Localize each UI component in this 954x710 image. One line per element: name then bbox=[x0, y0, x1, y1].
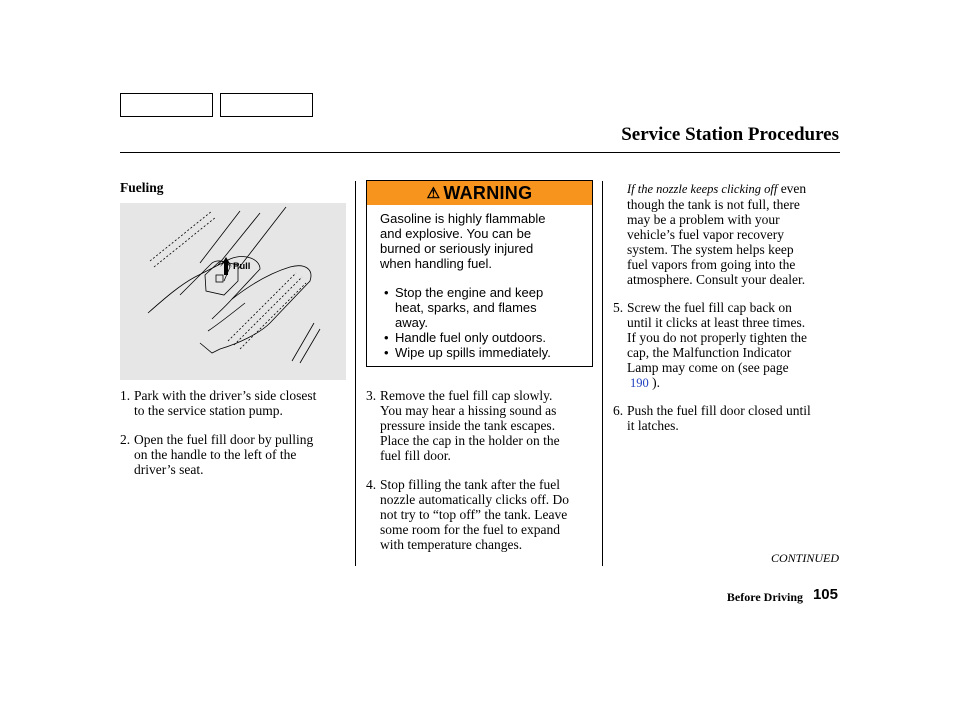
step-line: Lamp may come on (see page bbox=[627, 360, 789, 375]
step-line: Push the fuel fill door closed until bbox=[627, 403, 811, 418]
step-5-ref-close: ). bbox=[648, 375, 660, 390]
note-line: though the tank is not full, there bbox=[627, 197, 800, 212]
note-line: vehicle’s fuel vapor recovery bbox=[627, 227, 785, 242]
step-line: Open the fuel fill door by pulling bbox=[134, 432, 314, 447]
warning-title: WARNING bbox=[443, 182, 533, 203]
step-number: 1. bbox=[120, 388, 131, 403]
warning-line: burned or seriously injured bbox=[380, 241, 534, 256]
step-line: on the handle to the left of the bbox=[134, 447, 297, 462]
nozzle-note-lead: If the nozzle keeps clicking off bbox=[627, 182, 778, 196]
step-number: 5. bbox=[613, 300, 624, 315]
step-line: some room for the fuel to expand bbox=[380, 522, 560, 537]
warning-header bbox=[367, 181, 592, 205]
warning-bullet-line: heat, sparks, and flames bbox=[395, 300, 537, 315]
warning-line: and explosive. You can be bbox=[380, 226, 532, 241]
warning-line: Gasoline is highly flammable bbox=[380, 211, 546, 226]
illustration-label-pull: Pull bbox=[233, 261, 251, 272]
section-heading-fueling: Fueling bbox=[120, 180, 164, 195]
step-line: Place the cap in the holder on the bbox=[380, 433, 560, 448]
step-line: pressure inside the tank escapes. bbox=[380, 418, 556, 433]
warning-line: when handling fuel. bbox=[380, 256, 493, 271]
step-line: Remove the fuel fill cap slowly. bbox=[380, 388, 553, 403]
note-line: may be a problem with your bbox=[627, 212, 780, 227]
nozzle-note-first-rest: even bbox=[777, 181, 807, 196]
step-number: 6. bbox=[613, 403, 624, 418]
continued-label: CONTINUED bbox=[770, 551, 839, 565]
step-line: Stop filling the tank after the fuel bbox=[380, 477, 560, 492]
note-line: fuel vapors from going into the bbox=[627, 257, 796, 272]
page-190-link[interactable]: 190 bbox=[630, 376, 649, 390]
warning-triangle-icon: ⚠ bbox=[426, 185, 441, 202]
note-line: system. The system helps keep bbox=[627, 242, 794, 257]
column-divider-1 bbox=[355, 181, 356, 566]
warning-body bbox=[380, 211, 580, 271]
step-line: driver’s seat. bbox=[134, 462, 204, 477]
step-line: not try to “top off” the tank. Leave bbox=[380, 507, 568, 522]
step-number: 4. bbox=[366, 477, 377, 492]
nav-tab-2[interactable] bbox=[220, 93, 313, 117]
step-line: If you do not properly tighten the bbox=[627, 330, 807, 345]
step-line: Park with the driver’s side closest bbox=[134, 388, 317, 403]
footer-section-label: Before Driving bbox=[726, 590, 803, 604]
note-line: atmosphere. Consult your dealer. bbox=[627, 272, 806, 287]
step-line: nozzle automatically clicks off. Do bbox=[380, 492, 570, 507]
warning-box bbox=[366, 180, 593, 367]
header-rule bbox=[120, 152, 840, 153]
step-number: 2. bbox=[120, 432, 131, 447]
step-line: until it clicks at least three times. bbox=[627, 315, 806, 330]
warning-bullet-line: Handle fuel only outdoors. bbox=[395, 330, 547, 345]
step-line: it latches. bbox=[627, 418, 679, 433]
warning-bullet-list bbox=[384, 285, 584, 360]
column-divider-2 bbox=[602, 181, 603, 566]
warning-bullet-line: Wipe up spills immediately. bbox=[395, 345, 551, 360]
warning-bullet: • Handle fuel only outdoors. bbox=[384, 330, 584, 345]
nozzle-note bbox=[627, 181, 847, 287]
step-line: Screw the fuel fill cap back on bbox=[627, 300, 792, 315]
step-line: You may hear a hissing sound as bbox=[380, 403, 557, 418]
warning-bullet-line: away. bbox=[395, 315, 428, 330]
warning-bullet: • Stop the engine and keep heat, sparks, and flames away. bbox=[384, 285, 584, 330]
page-number: 105 bbox=[812, 586, 838, 603]
step-number: 3. bbox=[366, 388, 377, 403]
page-title: Service Station Procedures bbox=[621, 124, 839, 145]
fuel-door-drawing bbox=[120, 203, 346, 380]
step-line: cap, the Malfunction Indicator bbox=[627, 345, 792, 360]
step-line: with temperature changes. bbox=[380, 537, 523, 552]
nav-tab-1[interactable] bbox=[120, 93, 213, 117]
fuel-door-illustration bbox=[120, 203, 346, 380]
step-line: to the service station pump. bbox=[134, 403, 283, 418]
warning-bullet-line: Stop the engine and keep bbox=[395, 285, 544, 300]
step-line: fuel fill door. bbox=[380, 448, 451, 463]
warning-bullet: • Wipe up spills immediately. bbox=[384, 345, 584, 360]
